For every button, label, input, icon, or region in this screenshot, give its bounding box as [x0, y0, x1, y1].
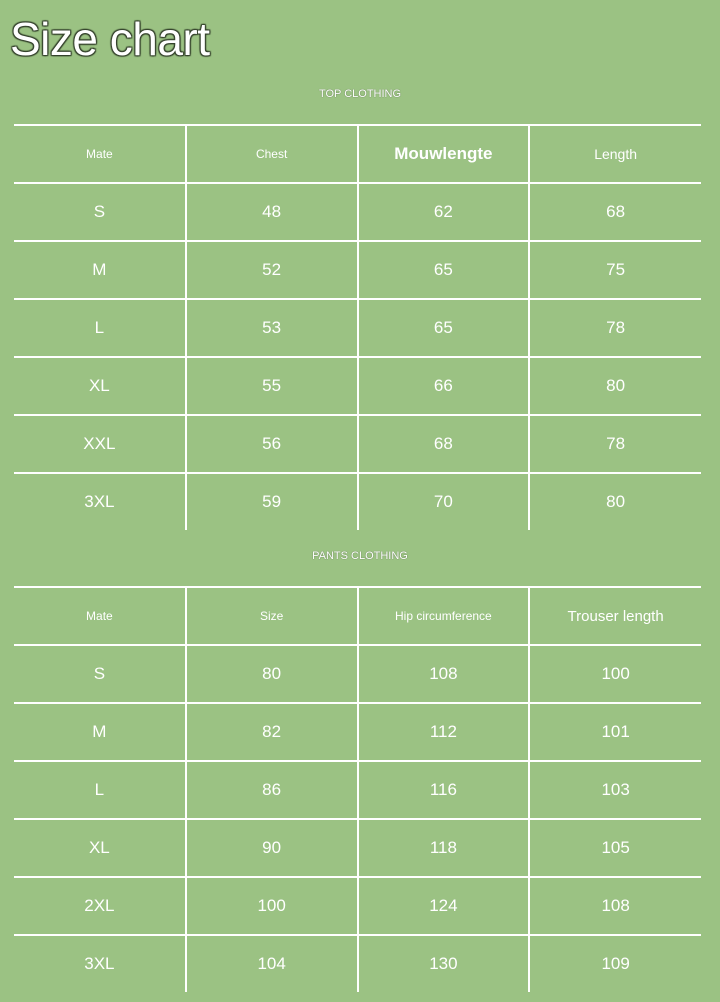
column-header: Mouwlengte [358, 125, 530, 183]
table-cell: 124 [358, 877, 530, 935]
table-row [14, 241, 701, 299]
table-cell: 108 [358, 645, 530, 703]
table-cell: S [14, 645, 186, 703]
table-cell: S [14, 183, 186, 241]
top-clothing-label: TOP CLOTHING [318, 88, 402, 100]
table-cell: 108 [529, 877, 701, 935]
table-cell: XL [14, 819, 186, 877]
table-cell: M [14, 703, 186, 761]
pants-clothing-table [14, 586, 701, 992]
table-cell: 66 [358, 357, 530, 415]
table-cell: M [14, 241, 186, 299]
table-cell: 75 [529, 241, 701, 299]
table-cell: 3XL [14, 935, 186, 992]
table-row [14, 299, 701, 357]
table-cell: 118 [358, 819, 530, 877]
table-cell: 109 [529, 935, 701, 992]
column-header: Chest [186, 125, 358, 183]
table-cell: 80 [529, 473, 701, 530]
table-cell: 3XL [14, 473, 186, 530]
table-cell: 56 [186, 415, 358, 473]
table-cell: 104 [186, 935, 358, 992]
table-header-row [14, 125, 701, 183]
table-cell: 90 [186, 819, 358, 877]
table-row [14, 473, 701, 530]
table-cell: 68 [529, 183, 701, 241]
table-header-row [14, 587, 701, 645]
table-cell: 62 [358, 183, 530, 241]
table-cell: 103 [529, 761, 701, 819]
table-cell: 100 [529, 645, 701, 703]
table-cell: 116 [358, 761, 530, 819]
table-cell: L [14, 761, 186, 819]
table-cell: 65 [358, 241, 530, 299]
pants-clothing-label: PANTS CLOTHING [312, 550, 408, 562]
table-cell: 112 [358, 703, 530, 761]
top-clothing-table [14, 124, 701, 530]
column-header: Mate [14, 587, 186, 645]
table-cell: 82 [186, 703, 358, 761]
table-cell: L [14, 299, 186, 357]
table-row [14, 877, 701, 935]
table-cell: 78 [529, 299, 701, 357]
table-cell: 68 [358, 415, 530, 473]
table-cell: 80 [186, 645, 358, 703]
table-cell: 101 [529, 703, 701, 761]
table-row [14, 357, 701, 415]
table-row [14, 703, 701, 761]
table-cell: 53 [186, 299, 358, 357]
table-cell: 48 [186, 183, 358, 241]
table-cell: 100 [186, 877, 358, 935]
table-cell: 105 [529, 819, 701, 877]
table-cell: 70 [358, 473, 530, 530]
table-row [14, 415, 701, 473]
table-cell: 2XL [14, 877, 186, 935]
table-cell: 55 [186, 357, 358, 415]
table-cell: XXL [14, 415, 186, 473]
table-row [14, 761, 701, 819]
column-header: Hip circumference [358, 587, 530, 645]
table-row [14, 645, 701, 703]
table-cell: XL [14, 357, 186, 415]
page-title: Size chart [10, 13, 210, 65]
table-cell: 78 [529, 415, 701, 473]
table-cell: 59 [186, 473, 358, 530]
column-header: Trouser length [529, 587, 701, 645]
column-header: Length [529, 125, 701, 183]
column-header: Size [186, 587, 358, 645]
table-cell: 52 [186, 241, 358, 299]
table-row [14, 183, 701, 241]
table-cell: 86 [186, 761, 358, 819]
table-cell: 65 [358, 299, 530, 357]
table-cell: 80 [529, 357, 701, 415]
table-row [14, 819, 701, 877]
table-cell: 130 [358, 935, 530, 992]
table-row [14, 935, 701, 992]
column-header: Mate [14, 125, 186, 183]
